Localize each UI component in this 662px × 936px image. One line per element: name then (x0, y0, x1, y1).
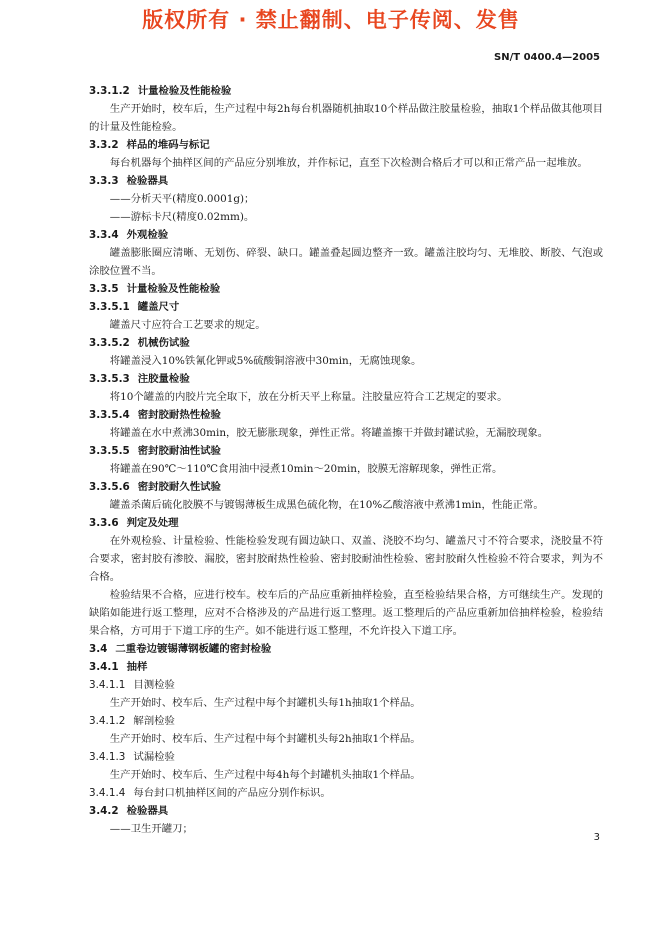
section-heading (89, 748, 603, 766)
section-title: 抽样 (126, 661, 148, 673)
section-heading (89, 82, 603, 100)
section-title: 注胶量检验 (137, 373, 190, 385)
section-number: 3.4 (89, 643, 108, 655)
paragraph: 生产开始时、校车后、生产过程中每个封罐机头每1h抽取1个样品。 (109, 697, 421, 709)
section-number: 3.3.5.3 (89, 373, 130, 385)
section-heading (89, 136, 603, 154)
section-heading (89, 676, 603, 694)
list-item: ——卫生开罐刀； (109, 823, 193, 835)
section-title: 试漏检验 (133, 751, 175, 763)
section-title: 检验器具 (126, 805, 169, 817)
section-title: 每台封口机抽样区间的产品应分别作标识。 (133, 787, 331, 799)
section-heading (89, 640, 603, 658)
section-title: 计量检验及性能检验 (126, 283, 221, 295)
section-heading (89, 784, 603, 802)
section-number: 3.3.5 (89, 283, 119, 295)
section-heading (89, 478, 603, 496)
section-number: 3.3.5.6 (89, 481, 130, 493)
paragraph: 生产开始时，校车后，生产过程中每2h每台机器随机抽取10个样品做注胶量检验，抽取1个样品做其他项目的计量及性能检验。 (89, 103, 603, 133)
section-title: 密封胶耐油性试验 (137, 445, 221, 457)
paragraph: 生产开始时、校车后、生产过程中每4h每个封罐机头抽取1个样品。 (109, 769, 421, 781)
paragraph: 将罐盖在水中煮沸30min，胶无膨胀现象，弹性正常。将罐盖擦干并做封罐试验，无漏胶现象。 (109, 427, 549, 439)
section-number: 3.3.5.5 (89, 445, 130, 457)
paragraph: 罐盖杀菌后硫化胶膜不与镀锡薄板生成黑色硫化物，在10%乙酸溶液中煮沸1min，性能正常。 (109, 499, 544, 511)
section-title: 密封胶耐久性试验 (137, 481, 221, 493)
section-number: 3.3.3 (89, 175, 119, 187)
section-number: 3.3.1.2 (89, 85, 130, 97)
paragraph: 将10个罐盖的内胶片完全取下，放在分析天平上称量。注胶量应符合工艺规定的要求。 (109, 391, 508, 403)
section-heading (89, 298, 603, 316)
section-heading (89, 514, 603, 532)
list-item: ——游标卡尺(精度0.02mm)。 (109, 211, 255, 223)
document-body (89, 82, 603, 838)
section-heading (89, 334, 603, 352)
section-heading (89, 442, 603, 460)
section-heading (89, 406, 603, 424)
paragraph: 每台机器每个抽样区间的产品应分别堆放，并作标记，直至下次检测合格后才可以和正常产品一起堆放。 (109, 157, 588, 169)
section-number: 3.3.4 (89, 229, 119, 241)
section-number: 3.3.5.4 (89, 409, 130, 421)
section-number: 3.4.1.3 (89, 751, 126, 763)
section-title: 样品的堆码与标记 (126, 139, 210, 151)
paragraph: 生产开始时、校车后、生产过程中每个封罐机头每2h抽取1个样品。 (109, 733, 421, 745)
section-number: 3.3.2 (89, 139, 119, 151)
section-title: 机械伤试验 (137, 337, 190, 349)
section-title: 外观检验 (126, 229, 169, 241)
section-title: 解剖检验 (133, 715, 175, 727)
paragraph: 在外观检验、计量检验、性能检验发现有圆边缺口、双盖、浇胶不均匀、罐盖尺寸不符合要求，浇胶量不符合要求，密封胶有渗胶、漏胶，密封胶耐热性检验、密封胶耐油性检验、密封胶耐久性检验不符合要求，判为不合格。 (89, 535, 603, 583)
section-heading (89, 172, 603, 190)
section-title: 判定及处理 (126, 517, 179, 529)
section-title: 罐盖尺寸 (137, 301, 180, 313)
section-title: 检验器具 (126, 175, 169, 187)
section-number: 3.3.6 (89, 517, 119, 529)
section-heading (89, 280, 603, 298)
section-number: 3.4.2 (89, 805, 119, 817)
paragraph: 检验结果不合格，应进行校车。校车后的产品应重新抽样检验，直至检验结果合格，方可继续生产。发现的缺陷如能进行返工整理，应对不合格涉及的产品进行返工整理。返工整理后的产品应重新加倍抽样检验，检验结果合格，方可用于下道工序的生产。如不能进行返工整理，不允许投入下道工序。 (89, 589, 603, 637)
section-heading (89, 370, 603, 388)
watermark-banner: 版权所有 · 禁止翻制、电子传阅、发售 (142, 8, 520, 32)
section-title: 目测检验 (133, 679, 175, 691)
section-title: 计量检验及性能检验 (137, 85, 232, 97)
section-title: 密封胶耐热性检验 (137, 409, 221, 421)
section-number: 3.3.5.2 (89, 337, 130, 349)
section-heading (89, 802, 603, 820)
section-heading (89, 712, 603, 730)
section-heading (89, 226, 603, 244)
section-number: 3.3.5.1 (89, 301, 130, 313)
section-number: 3.4.1.1 (89, 679, 126, 691)
standard-number: SN/T 0400.4—2005 (494, 52, 600, 63)
paragraph: 将罐盖浸入10%铁氰化钾或5%硫酸铜溶液中30min，无腐蚀现象。 (109, 355, 422, 367)
paragraph: 罐盖尺寸应符合工艺要求的规定。 (109, 319, 266, 331)
section-title: 二重卷边镀锡薄钢板罐的密封检验 (115, 643, 272, 655)
paragraph: 将罐盖在90℃～110℃食用油中浸煮10min～20min，胶膜无溶解现象，弹性正常。 (109, 463, 503, 475)
section-number: 3.4.1 (89, 661, 119, 673)
list-item: ——分析天平(精度0.0001g)； (109, 193, 255, 205)
section-number: 3.4.1.4 (89, 787, 126, 799)
section-number: 3.4.1.2 (89, 715, 126, 727)
paragraph: 罐盖膨胀圈应清晰、无划伤、碎裂、缺口。罐盖叠起圆边整齐一致。罐盖注胶均匀、无堆胶、断胶、气泡或涂胶位置不当。 (89, 247, 603, 277)
page-number: 3 (593, 832, 600, 843)
section-heading (89, 658, 603, 676)
